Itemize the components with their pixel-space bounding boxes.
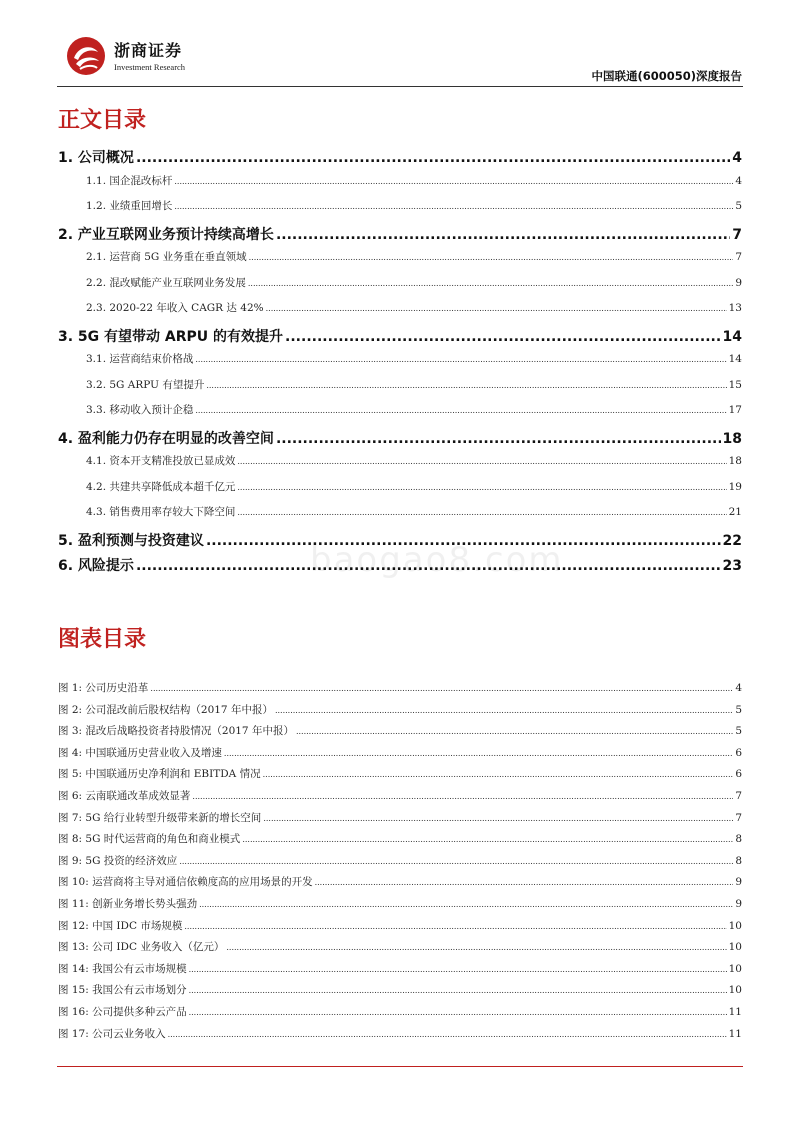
figure-entry-page: 8 <box>735 833 742 846</box>
toc-subsection-entry[interactable] <box>58 173 742 199</box>
figure-entry-title: 图 7: 5G 给行业转型升级带来新的增长空间 <box>58 811 262 824</box>
figure-entry[interactable] <box>58 1026 742 1048</box>
toc-subsection-entry-title: 3.2. 5G ARPU 有望提升 <box>86 378 205 391</box>
figure-entry-page: 8 <box>735 854 742 867</box>
figure-entry[interactable] <box>58 702 742 724</box>
footer-divider <box>57 1066 743 1067</box>
dot-leader <box>285 329 720 345</box>
figure-entry-title: 图 13: 公司 IDC 业务收入（亿元） <box>58 941 225 954</box>
brand-name-cn: 浙商证券 <box>114 41 183 60</box>
toc-section-entry-page: 4 <box>732 150 742 166</box>
toc-section-entry-page: 22 <box>722 532 742 549</box>
dot-leader <box>192 790 733 802</box>
figure-entry-title: 图 2: 公司混改前后股权结构（2017 年中报） <box>58 703 273 716</box>
figure-entry-title: 图 17: 公司云业务收入 <box>58 1027 166 1040</box>
figure-entry[interactable] <box>58 788 742 810</box>
toc-subsection-entry-page: 18 <box>728 455 742 467</box>
toc-subsection-entry-page: 13 <box>728 302 742 314</box>
figure-entry-page: 5 <box>735 703 742 716</box>
toc-subsection-entry-title: 1.2. 业绩重回增长 <box>86 200 173 212</box>
toc-subsection-entry-title: 1.1. 国企混改标杆 <box>86 174 173 187</box>
figure-entry-page: 4 <box>735 682 742 694</box>
page-header <box>0 0 800 90</box>
figure-entry-page: 7 <box>735 811 742 824</box>
toc-subsection-entry-page: 17 <box>728 404 742 416</box>
toc-subsection-entry[interactable] <box>58 504 742 530</box>
figure-entry[interactable] <box>58 982 742 1004</box>
figure-entry[interactable] <box>58 745 742 767</box>
figure-entry-page: 9 <box>735 876 742 889</box>
figure-entry[interactable] <box>58 853 742 875</box>
figure-entry[interactable] <box>58 766 742 788</box>
dot-leader <box>276 431 721 447</box>
dot-leader <box>179 855 733 867</box>
dot-leader <box>276 227 730 243</box>
figure-list <box>58 680 742 1047</box>
dot-leader <box>248 277 733 289</box>
toc-subsection-entry-page: 5 <box>735 200 742 212</box>
toc-section-entry-page: 23 <box>722 558 742 574</box>
toc-subsection-entry-title: 4.2. 共建共享降低成本超千亿元 <box>86 480 236 493</box>
toc-subsection-entry-page: 7 <box>735 251 742 263</box>
figure-entry[interactable] <box>58 1004 742 1026</box>
dot-leader <box>199 898 733 910</box>
figure-entry-page: 11 <box>728 1005 742 1018</box>
dot-leader <box>237 455 726 467</box>
toc-subsection-entry-title: 2.2. 混改赋能产业互联网业务发展 <box>86 276 246 289</box>
figure-entry-title: 图 3: 混改后战略投资者持股情况（2017 年中报） <box>58 725 294 738</box>
figure-entry-title: 图 14: 我国公有云市场规模 <box>58 962 187 975</box>
toc-section-entry[interactable] <box>58 147 742 173</box>
toc-subsection-entry-title: 2.3. 2020-22 年收入 CAGR 达 42% <box>86 302 264 314</box>
toc-section-entry-page: 14 <box>722 328 742 345</box>
toc-subsection-entry[interactable] <box>58 351 742 377</box>
toc-section-entry-title: 1. 公司概况 <box>58 150 134 166</box>
dot-leader <box>195 353 726 365</box>
toc-subsection-entry-title: 4.1. 资本开支精准投放已显成效 <box>86 455 236 467</box>
toc-section-entry-title: 5. 盈利预测与投资建议 <box>58 532 204 549</box>
figure-entry-title: 图 8: 5G 时代运营商的角色和商业模式 <box>58 833 241 846</box>
figure-entry-page: 9 <box>735 897 742 910</box>
figure-entry-title: 图 15: 我国公有云市场划分 <box>58 984 187 997</box>
toc-subsection-entry-page: 19 <box>728 480 742 493</box>
dot-leader <box>226 941 726 953</box>
dot-leader <box>237 481 726 493</box>
dot-leader <box>189 984 727 996</box>
figure-entry-title: 图 6: 云南联通改革成效显著 <box>58 789 191 802</box>
toc-subsection-entry[interactable] <box>58 300 742 326</box>
dot-leader <box>249 251 734 263</box>
figure-entry-title: 图 12: 中国 IDC 市场规模 <box>58 919 183 932</box>
dot-leader <box>174 175 733 187</box>
dot-leader <box>266 302 727 314</box>
figure-entry-page: 6 <box>735 768 742 781</box>
dot-leader <box>237 506 726 518</box>
toc-subsection-entry[interactable] <box>58 453 742 479</box>
toc-subsection-entry-title: 3.1. 运营商结束价格战 <box>86 353 194 365</box>
figure-entry[interactable] <box>58 939 742 961</box>
toc-subsection-entry-page: 15 <box>728 378 742 391</box>
figure-entry-title: 图 16: 公司提供多种云产品 <box>58 1005 187 1018</box>
toc-section-entry-title: 3. 5G 有望带动 ARPU 的有效提升 <box>58 328 284 345</box>
figure-entry-page: 10 <box>728 962 742 975</box>
toc-subsection-entry[interactable] <box>58 377 742 403</box>
figure-entry-title: 图 5: 中国联通历史净利润和 EBITDA 情况 <box>58 768 261 781</box>
figure-entry-page: 6 <box>735 746 742 759</box>
brand-name-en: Investment Research <box>114 62 186 72</box>
dot-leader <box>275 704 733 716</box>
figure-entry-page: 10 <box>728 941 742 954</box>
report-title: 中国联通(600050)深度报告 <box>591 69 742 83</box>
dot-leader <box>195 404 726 416</box>
toc-heading: 正文目录 <box>58 108 147 133</box>
zheshang-logo-icon <box>66 36 106 76</box>
figure-entry-page: 10 <box>728 984 742 997</box>
figure-entry-page: 7 <box>735 789 742 802</box>
figure-entry[interactable] <box>58 874 742 896</box>
dot-leader <box>296 725 733 737</box>
toc-subsection-entry-title: 3.3. 移动收入预计企稳 <box>86 404 194 416</box>
table-of-contents <box>58 147 742 581</box>
figure-entry[interactable] <box>58 723 742 745</box>
toc-subsection-entry[interactable] <box>58 275 742 301</box>
header-divider <box>57 86 743 87</box>
dot-leader <box>206 379 726 391</box>
toc-subsection-entry-page: 14 <box>728 353 742 365</box>
figure-entry-title: 图 11: 创新业务增长势头强劲 <box>58 897 198 910</box>
toc-section-entry-page: 7 <box>732 226 742 243</box>
dot-leader <box>242 833 733 845</box>
dot-leader <box>168 1028 727 1040</box>
figure-entry[interactable] <box>58 896 742 918</box>
toc-subsection-entry-title: 4.3. 销售费用率存较大下降空间 <box>86 506 236 518</box>
dot-leader <box>184 920 726 932</box>
dot-leader <box>136 150 730 166</box>
watermark: baogao8.com <box>310 540 564 580</box>
figure-entry-title: 图 9: 5G 投资的经济效应 <box>58 854 178 867</box>
figure-entry-page: 11 <box>728 1027 742 1040</box>
dot-leader <box>189 963 727 975</box>
dot-leader <box>315 876 734 888</box>
toc-section-entry-title: 2. 产业互联网业务预计持续高增长 <box>58 226 274 243</box>
toc-subsection-entry-page: 9 <box>735 276 742 289</box>
toc-section-entry-title: 6. 风险提示 <box>58 558 134 574</box>
toc-section-entry[interactable] <box>58 326 742 352</box>
figure-entry-title: 图 10: 运营商将主导对通信依赖度高的应用场景的开发 <box>58 876 313 889</box>
dot-leader <box>150 682 733 694</box>
toc-subsection-entry[interactable] <box>58 198 742 224</box>
toc-section-entry[interactable] <box>58 428 742 454</box>
figure-entry-page: 5 <box>735 725 742 738</box>
figure-entry[interactable] <box>58 831 742 853</box>
figure-entry[interactable] <box>58 810 742 832</box>
figure-entry[interactable] <box>58 918 742 940</box>
dot-leader <box>263 812 733 824</box>
figures-heading: 图表目录 <box>58 627 147 652</box>
toc-section-entry-page: 18 <box>722 430 742 447</box>
toc-section-entry[interactable] <box>58 224 742 250</box>
figure-entry-title: 图 4: 中国联通历史营业收入及增速 <box>58 746 222 759</box>
figure-entry-page: 10 <box>728 919 742 932</box>
toc-subsection-entry-page: 4 <box>735 174 742 187</box>
toc-subsection-entry[interactable] <box>58 479 742 505</box>
toc-section-entry-title: 4. 盈利能力仍存在明显的改善空间 <box>58 430 274 447</box>
toc-subsection-entry-title: 2.1. 运营商 5G 业务重在垂直领域 <box>86 251 247 263</box>
toc-subsection-entry-page: 21 <box>728 506 742 518</box>
toc-subsection-entry[interactable] <box>58 402 742 428</box>
dot-leader <box>263 768 734 780</box>
toc-subsection-entry[interactable] <box>58 249 742 275</box>
figure-entry[interactable] <box>58 961 742 983</box>
dot-leader <box>174 200 733 212</box>
dot-leader <box>189 1006 727 1018</box>
figure-entry-title: 图 1: 公司历史沿革 <box>58 682 149 694</box>
dot-leader <box>224 747 733 759</box>
figure-entry[interactable] <box>58 680 742 702</box>
